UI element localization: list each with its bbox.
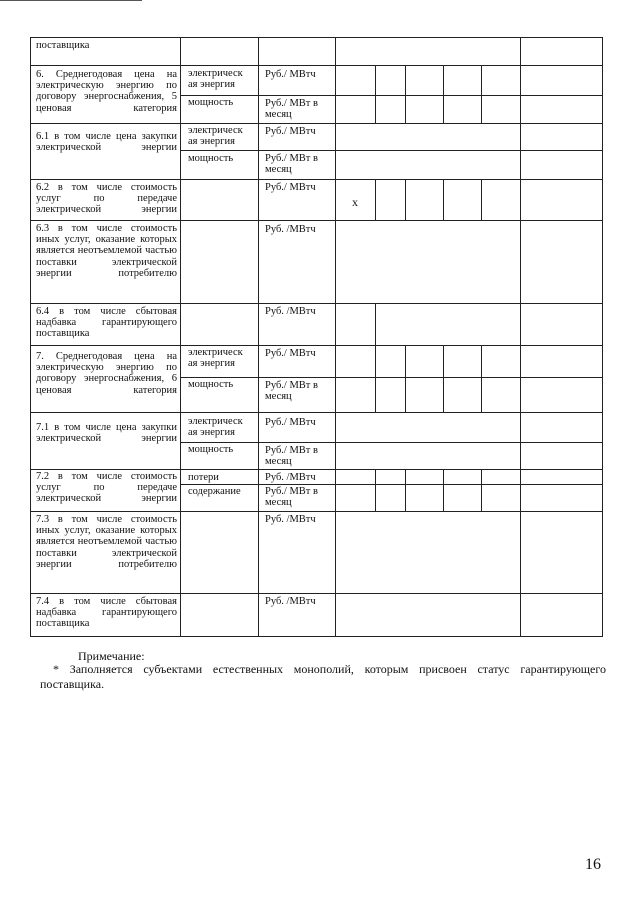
col-border: [405, 345, 406, 412]
col-border: [375, 345, 376, 412]
row-border: [30, 469, 602, 470]
row-border: [30, 65, 602, 66]
row-label: 7. Среднегодовая цена на электрическую энергию по договору энергоснабжения, 6 ценовая категория: [36, 351, 177, 396]
col-border: [375, 469, 376, 511]
row-border: [180, 442, 602, 443]
unit-cell: Руб./ МВт в месяц: [265, 445, 318, 468]
row-border: [180, 150, 602, 151]
row-border: [30, 412, 602, 413]
unit-cell: Руб./ МВтч: [265, 348, 316, 359]
col-border: [405, 179, 406, 220]
type-cell: мощность: [188, 444, 234, 455]
unit-cell: Руб. /МВтч: [265, 514, 316, 525]
col-border: [443, 469, 444, 511]
row-label: 6.3 в том числе стоимость иных услуг, оказание которых является неотъемлемой частью поставки электрической энергии потребителю: [36, 223, 177, 279]
unit-cell: Руб./ МВт в месяц: [265, 153, 318, 176]
type-cell: потери: [188, 472, 219, 483]
col-border: [335, 37, 336, 637]
unit-cell: Руб. /МВтч: [265, 224, 316, 235]
row-label: 7.1 в том числе цена закупки электрической энергии: [36, 422, 177, 445]
col-border: [443, 345, 444, 412]
col-border: [375, 179, 376, 220]
col-border: [375, 65, 376, 123]
col-border: [443, 179, 444, 220]
row-border: [30, 123, 602, 124]
col-border: [602, 37, 603, 637]
unit-cell: Руб./ МВтч: [265, 182, 316, 193]
type-cell: электрическ ая энергия: [188, 125, 243, 148]
note-title: Примечание:: [78, 649, 145, 663]
type-cell: электрическ ая энергия: [188, 416, 243, 439]
type-cell: электрическ ая энергия: [188, 347, 243, 370]
row-border: [30, 511, 602, 512]
row-label: 6.4 в том числе сбытовая надбавка гарантирующего поставщика: [36, 306, 177, 340]
row-border: [30, 636, 602, 637]
unit-cell: Руб. /МВтч: [265, 596, 316, 607]
unit-cell: Руб./ МВт в месяц: [265, 380, 318, 403]
col-border: [405, 469, 406, 511]
unit-cell: Руб./ МВтч: [265, 126, 316, 137]
type-cell: мощность: [188, 379, 234, 390]
col-border: [443, 65, 444, 123]
row-border: [180, 377, 602, 378]
col-border: [481, 65, 482, 123]
col-border: [30, 37, 31, 637]
row-border: [30, 179, 602, 180]
row-label: поставщика: [36, 40, 90, 51]
page-number: 16: [585, 856, 601, 873]
unit-cell: Руб./ МВтч: [265, 69, 316, 80]
type-cell: содержание: [188, 486, 241, 497]
unit-cell: Руб. /МВтч: [265, 472, 316, 483]
unit-cell: Руб./ МВт в месяц: [265, 486, 318, 509]
note-text: * Заполняется субъектами естественных монополий, которым присвоен статус гарантирующего поставщика.: [40, 662, 606, 691]
row-border: [180, 95, 602, 96]
unit-cell: Руб./ МВтч: [265, 417, 316, 428]
unit-cell: Руб./ МВт в месяц: [265, 98, 318, 121]
row-label: 6. Среднегодовая цена на электрическую энергию по договору энергоснабжения, 5 ценовая категория: [36, 69, 177, 114]
row-border: [180, 484, 602, 485]
row-label: 6.2 в том числе стоимость услуг по передаче электрической энергии: [36, 182, 177, 216]
col-border: [481, 469, 482, 511]
col-border: [375, 303, 376, 345]
type-cell: мощность: [188, 153, 234, 164]
row-label: 7.2 в том числе стоимость услуг по передаче электрической энергии: [36, 471, 177, 505]
col-border: [258, 37, 259, 637]
col-border: [520, 37, 521, 637]
type-cell: мощность: [188, 97, 234, 108]
col-border: [481, 179, 482, 220]
col-border: [405, 65, 406, 123]
row-border: [30, 220, 602, 221]
type-cell: электрическ ая энергия: [188, 68, 243, 91]
row-border: [30, 345, 602, 346]
col-border: [180, 37, 181, 637]
row-border: [30, 593, 602, 594]
row-label: 7.4 в том числе сбытовая надбавка гарантирующего поставщика: [36, 596, 177, 630]
row-label: 6.1 в том числе цена закупки электрической энергии: [36, 131, 177, 154]
row-label: 7.3 в том числе стоимость иных услуг, оказание которых является неотъемлемой частью поставки электрической энергии потребителю: [36, 514, 177, 570]
col-border: [481, 345, 482, 412]
row-border: [30, 303, 602, 304]
unit-cell: Руб. /МВтч: [265, 306, 316, 317]
row-border: [30, 37, 602, 38]
cross-mark: х: [352, 195, 358, 209]
